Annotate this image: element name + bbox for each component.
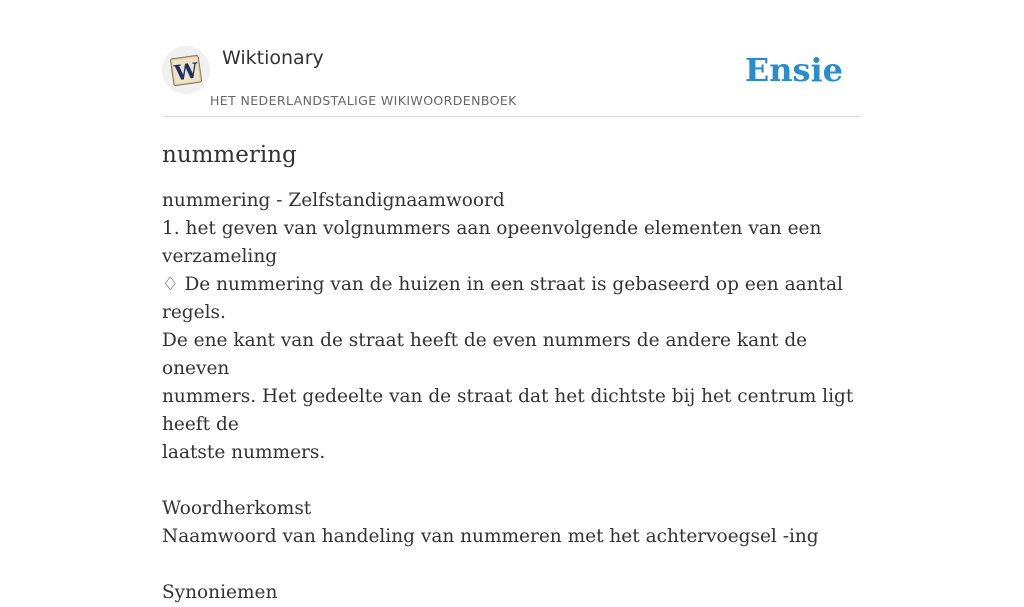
example-line: De ene kant van de straat heeft de even nummers de andere kant de oneven — [162, 330, 808, 379]
part-of-speech-line: nummering - Zelfstandignaamwoord — [162, 190, 505, 211]
site-name[interactable]: Wiktionary — [222, 47, 324, 69]
wiktionary-logo-icon[interactable] — [162, 46, 210, 94]
definition-line: 1. het geven van volgnummers aan opeenvolgende elementen van een — [162, 218, 822, 239]
site-subtitle: HET NEDERLANDSTALIGE WIKIWOORDENBOEK — [210, 93, 517, 108]
example-line: nummers. Het gedeelte van de straat dat het dichtste bij het centrum ligt heeft de — [162, 386, 854, 435]
synonyms-heading: Synoniemen — [162, 582, 278, 603]
etymology-heading: Woordherkomst — [162, 498, 312, 519]
brand-logo[interactable]: Ensie — [744, 51, 843, 89]
example-line: ♢ De nummering van de huizen in een straat is gebaseerd op een aantal regels. — [162, 274, 843, 323]
spacer — [162, 467, 872, 495]
example-line: laatste nummers. — [162, 442, 326, 463]
logo-letter: W — [172, 57, 200, 86]
spacer — [162, 551, 872, 579]
etymology-text: Naamwoord van handeling van nummeren met het achtervoegsel -ing — [162, 526, 819, 547]
definition-line: verzameling — [162, 246, 278, 267]
site-header — [162, 0, 862, 117]
page-title: nummering — [162, 142, 297, 168]
entry-content — [162, 138, 872, 607]
